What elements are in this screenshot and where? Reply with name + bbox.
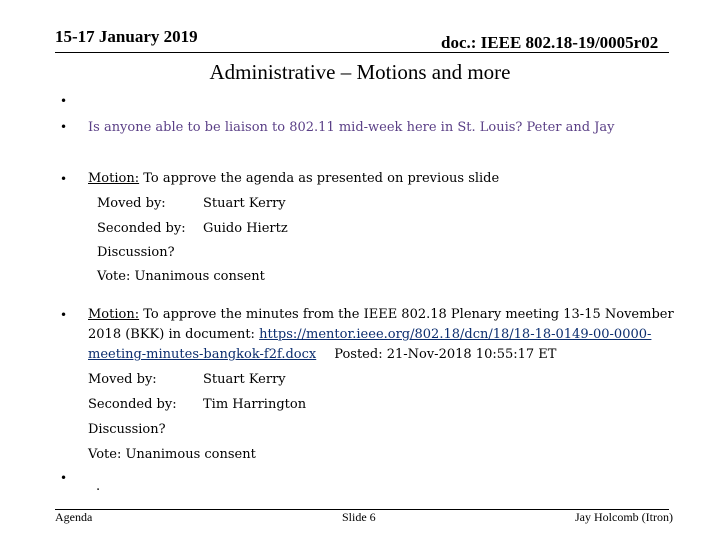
discussion-label: Discussion?	[88, 422, 166, 437]
bullet-marker: •	[60, 471, 68, 485]
motion-text: To approve the minutes from the IEEE 802.18 Plenary meeting 13-15 November	[139, 307, 674, 322]
header-date: 15-17 January 2019	[55, 27, 198, 46]
footer-agenda: Agenda	[55, 510, 93, 524]
liaison-question: Is anyone able to be liaison to 802.11 mid-week here in St. Louis? Peter and Jay	[88, 120, 615, 135]
moved-by-value: Stuart Kerry	[203, 372, 286, 387]
bullet-marker: •	[60, 172, 68, 186]
moved-by-value: Stuart Kerry	[203, 196, 286, 211]
footer-slide-number: Slide 6	[342, 510, 376, 524]
motion-minutes-line1	[88, 307, 674, 322]
header-doc-id: doc.: IEEE 802.18-19/0005r02	[441, 33, 659, 52]
seconded-by-value: Guido Hiertz	[203, 221, 288, 236]
document-lead-text: 2018 (BKK) in document:	[88, 327, 260, 342]
motion-minutes-line3	[88, 347, 556, 362]
moved-by-label: Moved by:	[97, 196, 166, 211]
header-rule	[55, 52, 669, 53]
bullet-marker: •	[60, 308, 68, 322]
motion-agenda	[88, 171, 499, 186]
bullet-marker: •	[60, 120, 68, 134]
minutes-document-link-cont[interactable]: meeting-minutes-bangkok-f2f.docx	[88, 347, 317, 362]
seconded-by-label: Seconded by:	[88, 397, 177, 412]
motion-text: To approve the agenda as presented on previous slide	[139, 171, 500, 186]
motion-label: Motion:	[88, 307, 140, 322]
motion-minutes-line2	[88, 327, 651, 342]
motion-label: Motion:	[88, 171, 140, 186]
slide-title: Administrative – Motions and more	[209, 60, 511, 84]
moved-by-label: Moved by:	[88, 372, 157, 387]
minutes-document-link[interactable]: https://mentor.ieee.org/802.18/dcn/18/18-18-0149-00-0000-	[259, 327, 652, 342]
posted-date: Posted: 21-Nov-2018 10:55:17 ET	[334, 347, 557, 362]
vote-result: Vote: Unanimous consent	[88, 447, 256, 462]
bullet-marker: •	[60, 94, 68, 108]
trailing-dot: .	[96, 479, 101, 494]
vote-result: Vote: Unanimous consent	[97, 269, 265, 284]
footer-author: Jay Holcomb (Itron)	[575, 510, 673, 524]
discussion-label: Discussion?	[97, 245, 175, 260]
seconded-by-label: Seconded by:	[97, 221, 186, 236]
seconded-by-value: Tim Harrington	[203, 397, 307, 412]
